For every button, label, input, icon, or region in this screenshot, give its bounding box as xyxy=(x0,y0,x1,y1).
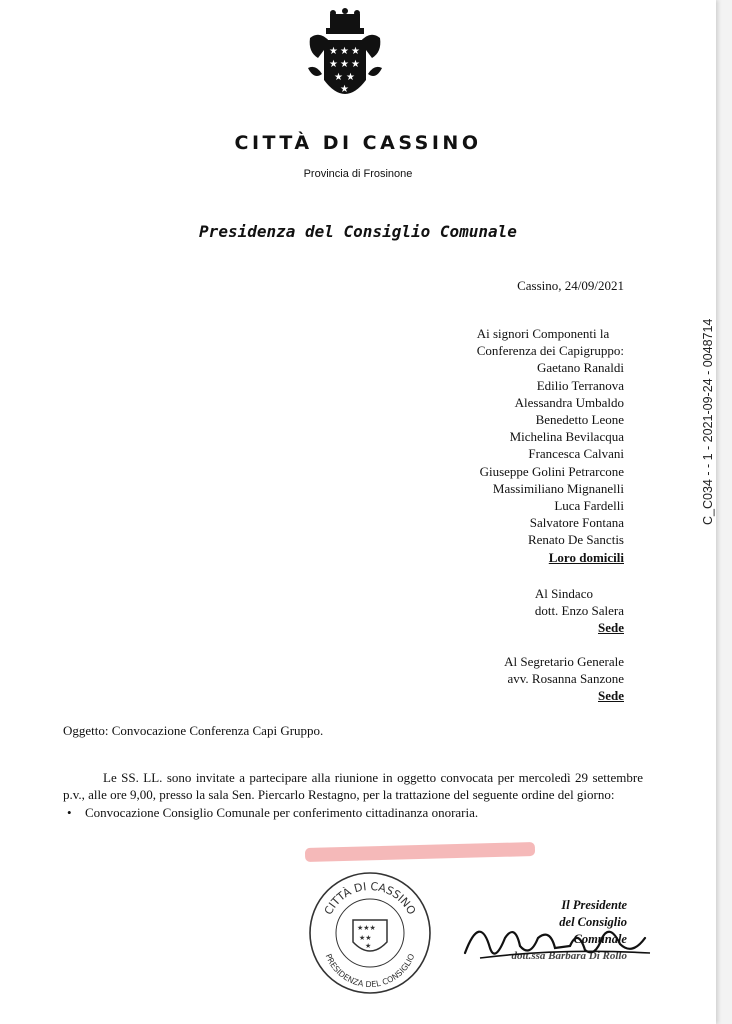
svg-text:★★★: ★★★ xyxy=(357,924,376,932)
svg-text:★: ★ xyxy=(329,59,338,70)
recipient-name: Luca Fardelli xyxy=(554,498,624,514)
subject-line: Oggetto: Convocazione Conferenza Capi Gruppo. xyxy=(63,723,324,738)
highlighter-mark xyxy=(305,842,535,862)
protocol-code: C_C034 - - 1 - 2021-09-24 - 0048714 xyxy=(701,318,715,525)
recipients-block xyxy=(477,325,624,566)
svg-text:★: ★ xyxy=(340,46,349,57)
sindaco-title: Al Sindaco xyxy=(534,586,593,601)
letter-body xyxy=(63,770,643,822)
segretario-title: Al Segretario Generale xyxy=(504,654,624,669)
recipients-closing: Loro domicili xyxy=(548,549,624,565)
stamp-bottom-text: PRESIDENZA DEL CONSIGLIO xyxy=(323,952,417,990)
city-crest-icon xyxy=(300,8,390,118)
body-paragraph: Le SS. LL. sono invitate a partecipare alla riunione in oggetto convocata per mercoledì 29 settembre p.v., alle ore 9,00, presso la sala Sen. Piercarlo Restagno, per la trattazione del seguente ordine del giorno: xyxy=(63,770,643,802)
svg-text:★: ★ xyxy=(329,46,338,57)
recipient-name: Gaetano Ranaldi xyxy=(537,360,624,376)
agenda-list xyxy=(63,805,643,822)
svg-text:★: ★ xyxy=(346,72,355,83)
segretario-name: avv. Rosanna Sanzone xyxy=(507,671,624,687)
sindaco-closing: Sede xyxy=(598,620,624,636)
recipients-intro-2: Conferenza dei Capigruppo: xyxy=(476,343,624,359)
svg-text:★: ★ xyxy=(334,72,343,83)
recipient-name: Edilio Terranova xyxy=(536,377,624,393)
svg-text:★★: ★★ xyxy=(359,934,372,942)
svg-text:★: ★ xyxy=(340,84,349,95)
date-line: Cassino, 24/09/2021 xyxy=(517,278,624,293)
recipient-name: Renato De Sanctis xyxy=(527,532,624,548)
recipients-intro-1: Ai signori Componenti la xyxy=(476,326,610,341)
city-name: CITTÀ DI CASSINO xyxy=(234,132,482,154)
signatory-role: Il Presidente xyxy=(561,898,627,912)
recipient-name: Michelina Bevilacqua xyxy=(509,429,624,445)
handwritten-signature-icon xyxy=(460,908,660,968)
signatory-office: del Consiglio Comunale xyxy=(559,915,627,946)
stamp-top-text: CITTÀ DI CASSINO xyxy=(321,879,419,917)
recipient-name: Benedetto Leone xyxy=(535,412,624,428)
svg-text:★: ★ xyxy=(351,46,360,57)
recipient-name: Giuseppe Golini Petrarcone xyxy=(479,463,624,479)
official-stamp-icon xyxy=(305,868,435,998)
svg-text:★: ★ xyxy=(340,59,349,70)
signatory-name: dott.ssa Barbara Di Rollo xyxy=(511,950,627,962)
province-name: Provincia di Frosinone xyxy=(303,168,413,180)
svg-text:★: ★ xyxy=(351,59,360,70)
svg-text:★: ★ xyxy=(365,942,372,950)
agenda-item: • Convocazione Consiglio Comunale per conferimento cittadinanza onoraria. xyxy=(85,805,643,822)
segretario-closing: Sede xyxy=(598,688,624,704)
recipient-name: Massimiliano Mignanelli xyxy=(492,480,624,496)
recipient-name: Francesca Calvani xyxy=(528,446,624,462)
recipient-name: Alessandra Umbaldo xyxy=(514,394,624,410)
sindaco-name: dott. Enzo Salera xyxy=(534,603,624,619)
office-title: Presidenza del Consiglio Comunale xyxy=(199,222,517,241)
sindaco-block xyxy=(535,585,624,637)
segretario-block xyxy=(504,653,624,705)
recipient-name: Salvatore Fontana xyxy=(529,515,624,531)
